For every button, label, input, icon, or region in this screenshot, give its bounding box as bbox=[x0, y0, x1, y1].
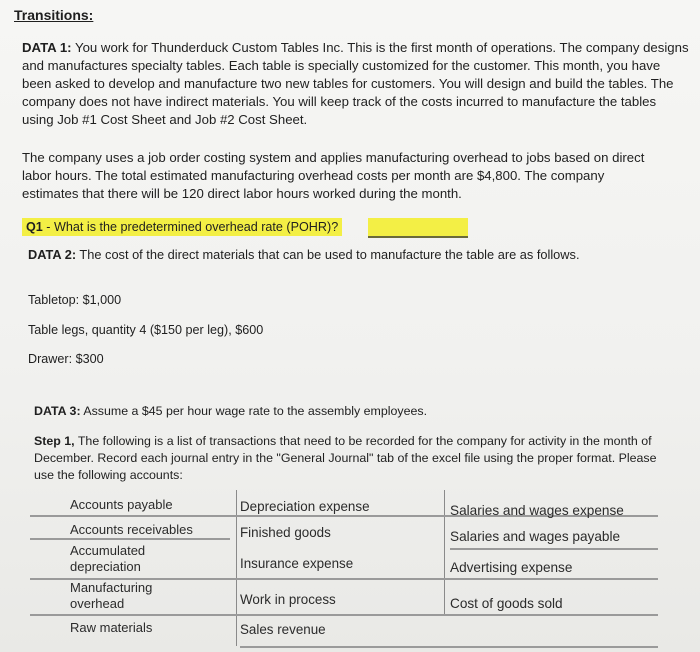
table-divider bbox=[444, 490, 445, 616]
data3-paragraph bbox=[34, 402, 634, 420]
table-divider bbox=[236, 490, 237, 646]
overhead-paragraph: The company uses a job order costing system and applies manufacturing overhead to jobs based on direct labor hours. The total estimated manufacturing overhead costs per month are $4,800. The company estimates that there will be 120 direct labor hours worked during the month. bbox=[22, 150, 645, 201]
step1-text: The following is a list of transactions that need to be recorded for the company for activity in the month of December. Record each journal entry in the "General Journal" tab of the excel file using the proper format. Please use the following accounts: bbox=[34, 434, 657, 482]
q1-question bbox=[22, 218, 342, 236]
data1-text: You work for Thunderduck Custom Tables Inc. This is the first month of operations. The company designs and manufactures specialty tables. Each table is specially customized for the customer. This month, you have been asked to develop and manufacture two new tables for customers. You will design and build the tables. The company does not have indirect materials. You will keep track of the costs incurred to manufacture the tables using Job #1 Cost Sheet and Job #2 Cost Sheet. bbox=[22, 40, 689, 127]
data3-label: DATA 3: bbox=[34, 404, 81, 418]
accounts-table bbox=[30, 490, 658, 650]
table-rule bbox=[240, 646, 658, 648]
account-cell: Salaries and wages payable bbox=[450, 529, 621, 544]
q1-answer-blank bbox=[368, 218, 468, 238]
material-item-drawer: Drawer: $300 bbox=[28, 352, 104, 366]
q1-text: - What is the predetermined overhead rate (POHR)? bbox=[42, 220, 339, 234]
step1-paragraph bbox=[34, 433, 674, 484]
data2-text: The cost of the direct materials that can be used to manufacture the table are as follows. bbox=[76, 247, 580, 262]
data2-label: DATA 2: bbox=[28, 247, 77, 262]
account-cell: Sales revenue bbox=[240, 622, 326, 637]
account-cell: Insurance expense bbox=[240, 556, 354, 571]
account-cell: Finished goods bbox=[240, 525, 331, 540]
table-rule bbox=[450, 548, 658, 550]
account-cell: Accumulated depreciation bbox=[70, 543, 146, 574]
data1-paragraph bbox=[22, 39, 690, 129]
data1-label: DATA 1: bbox=[22, 40, 72, 55]
account-cell: Cost of goods sold bbox=[450, 596, 563, 611]
data3-text: Assume a $45 per hour wage rate to the assembly employees. bbox=[80, 404, 428, 418]
q1-label: Q1 bbox=[26, 220, 43, 234]
page-title: Transitions: bbox=[14, 7, 94, 23]
account-cell: Depreciation expense bbox=[240, 499, 370, 514]
material-item-legs: Table legs, quantity 4 ($150 per leg), $600 bbox=[28, 323, 264, 337]
step1-label: Step 1, bbox=[34, 434, 75, 448]
account-cell: Accounts payable bbox=[70, 497, 173, 512]
account-cell: Work in process bbox=[240, 592, 336, 607]
account-cell: Salaries and wages expense bbox=[450, 503, 624, 518]
account-cell: Advertising expense bbox=[450, 560, 573, 575]
data2-paragraph bbox=[28, 246, 588, 264]
table-rule bbox=[30, 614, 658, 616]
table-rule bbox=[30, 538, 230, 540]
account-cell: Manufacturing overhead bbox=[70, 580, 153, 611]
account-cell: Accounts receivables bbox=[70, 522, 193, 537]
account-cell: Raw materials bbox=[70, 620, 153, 635]
material-item-tabletop: Tabletop: $1,000 bbox=[28, 293, 122, 307]
